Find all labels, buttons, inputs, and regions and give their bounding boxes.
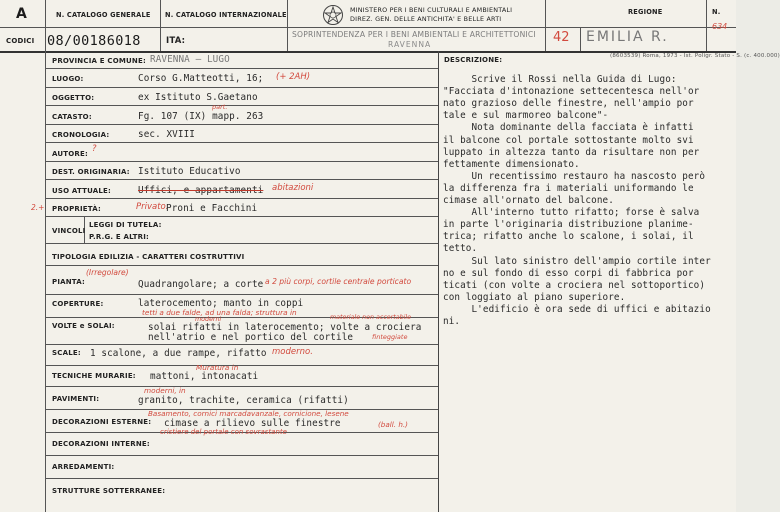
- dest-value: Istituto Educativo: [138, 166, 241, 177]
- ministry-line-2: DIREZ. GEN. DELLE ANTICHITA' E BELLE ARTI: [350, 15, 502, 23]
- description-line: ticati (con volte a crociera nel sottoportico): [443, 279, 706, 291]
- leggi-label: LEGGI DI TUTELA:: [89, 221, 162, 229]
- description-line: Sul lato sinistro dell'ampio cortile inter: [443, 255, 711, 267]
- description-line: con loggiato al piano superiore.: [443, 291, 626, 303]
- pianta-note-1: (Irregolare): [86, 268, 129, 277]
- tecniche-note: Muratura in: [196, 363, 239, 372]
- row-sep-volte: [45, 344, 438, 345]
- row-sep-vincoli: [45, 243, 438, 244]
- autore-note: ?: [92, 144, 97, 154]
- description-line: trica; rifatto anche lo scalone, i solai, il: [443, 231, 694, 243]
- volte-label: VOLTE e SOLAI:: [52, 322, 115, 330]
- oggetto-label: OGGETTO:: [52, 94, 95, 102]
- row-sep-autore: [45, 161, 438, 162]
- pavimenti-label: PAVIMENTI:: [52, 395, 100, 403]
- description-line: luppato in altezza tanto da risultare non per: [443, 146, 700, 158]
- card-letter: A: [16, 6, 27, 22]
- tipologia-label: TIPOLOGIA EDILIZIA - CARATTERI COSTRUTTIVI: [52, 253, 245, 261]
- uso-value: Uffici, e appartamenti: [138, 185, 264, 196]
- dest-label: DEST. ORIGINARIA:: [52, 168, 130, 176]
- luogo-note: (+ 2AH): [276, 72, 311, 82]
- arredamenti-label: ARREDAMENTI:: [52, 463, 115, 471]
- row-sep-tipologia: [45, 265, 438, 266]
- catasto-note: part.: [212, 103, 228, 111]
- description-line: ni.: [443, 316, 461, 327]
- proprieta-label: PROPRIETÀ:: [52, 205, 101, 213]
- row-sep-oggetto: [45, 105, 438, 106]
- print-note: (8603539) Roma, 1973 - Ist. Poligr. Stato - S. (c. 400.000): [610, 53, 780, 59]
- regione-code: 42: [553, 30, 570, 45]
- oggetto-value: ex Istituto S.Gaetano: [138, 92, 258, 103]
- coperture-value: laterocemento; manto in coppi: [138, 298, 304, 309]
- luogo-label: LUOGO:: [52, 75, 84, 83]
- row-sep-luogo: [45, 87, 438, 88]
- soprintendenza-city: RAVENNA: [388, 40, 432, 49]
- header-col-sep-2: [160, 0, 161, 51]
- description-line: nato grazioso delle finestre, nell'ampio por: [443, 98, 694, 110]
- pianta-label: PIANTA:: [52, 278, 85, 286]
- provincia-label: PROVINCIA E COMUNE:: [52, 57, 146, 65]
- description-line: in parte l'originaria distribuzione planime-: [443, 219, 694, 231]
- description-line: il balcone col portale sottostante molto svi: [443, 134, 694, 146]
- ita-label: ITA:: [166, 36, 186, 46]
- row-sep-uso: [45, 198, 438, 199]
- catasto-value: Fg. 107 (IX) mapp. 263: [138, 111, 264, 122]
- cat-generale-value: 08/00186018: [47, 33, 141, 49]
- codici-label: CODICI: [6, 37, 35, 45]
- decor-est-note-3: (ball. h.): [378, 420, 408, 429]
- soprintendenza-text: SOPRINTENDENZA PER I BENI AMBIENTALI E ARCHITETTONICI: [292, 30, 536, 39]
- scale-value: 1 scalone, a due rampe, rifatto: [90, 348, 267, 359]
- row-sep-pianta: [45, 294, 438, 295]
- vincoli-label: VINCOLI: [52, 227, 86, 235]
- numero-label: N.: [712, 8, 721, 16]
- header-col-sep-4: [545, 0, 546, 51]
- uso-label: USO ATTUALE:: [52, 187, 112, 195]
- description-line: no e sul fondo di esso corpi di fabbrica por: [443, 267, 694, 279]
- volte-note-3: finteggiate: [372, 333, 408, 341]
- left-margin-line: [45, 51, 46, 512]
- pavimenti-note: moderni, in: [144, 386, 186, 395]
- header-col-sep-3: [287, 0, 288, 51]
- row-sep-tecniche: [45, 386, 438, 387]
- cronologia-value: sec. XVIII: [138, 129, 195, 140]
- numero-value: 634: [712, 22, 728, 31]
- decor-est-note-1: Basamento, cornici marcadavanzale, cornicione, lesene: [148, 409, 349, 418]
- scale-label: SCALE:: [52, 349, 81, 357]
- volte-note-1: materiale non accertabile: [330, 314, 411, 321]
- side-note: 2.+: [31, 203, 45, 212]
- prg-label: P.R.G. E ALTRI:: [89, 233, 150, 241]
- row-sep-cronologia: [45, 142, 438, 143]
- cronologia-label: CRONOLOGIA:: [52, 131, 110, 139]
- decor-est-value: cimase a rilievo sulle finestre: [164, 418, 341, 429]
- volte-note-2: moderni: [195, 316, 222, 323]
- row-sep-scale: [45, 365, 438, 366]
- republic-emblem-icon: [322, 4, 344, 26]
- decor-est-label: DECORAZIONI ESTERNE:: [52, 418, 152, 426]
- decor-est-note-2: cristiere del portale con sovrastante: [160, 428, 287, 436]
- row-sep-arredamenti: [45, 478, 438, 479]
- proprieta-value: Proni e Facchini: [166, 203, 258, 214]
- description-line: fettamente dimensionato.: [443, 158, 580, 170]
- decor-int-label: DECORAZIONI INTERNE:: [52, 440, 150, 448]
- pavimenti-value: granito, trachite, ceramica (rifatti): [138, 395, 349, 406]
- description-line: "Facciata d'intonazione settecentesca nell'or: [443, 86, 700, 98]
- scale-note: moderno.: [272, 347, 313, 357]
- row-sep-proprieta: [45, 216, 438, 217]
- description-line: Un recentissimo restauro ha nascosto però: [443, 170, 706, 182]
- description-line: Scrive il Rossi nella Guida di Lugo:: [443, 74, 677, 85]
- tecniche-label: TECNICHE MURARIE:: [52, 372, 136, 380]
- description-line: la differenza fra i materiali uniformando le: [443, 182, 694, 194]
- description-line: L'edificio è ora sede di uffici e abitazio: [443, 303, 711, 315]
- regione-value: EMILIA R.: [586, 29, 669, 45]
- pianta-value: Quadrangolare; a corte: [138, 279, 264, 290]
- description-line: tetto.: [443, 243, 478, 255]
- coperture-label: COPERTURE:: [52, 300, 104, 308]
- cat-generale-label: N. CATALOGO GENERALE: [56, 11, 151, 19]
- uso-note: abitazioni: [272, 183, 314, 193]
- volte-value-2: nell'atrio e nel portico del cortile: [148, 332, 354, 343]
- luogo-value: Corso G.Matteotti, 16;: [138, 73, 264, 84]
- coperture-note: tetti a due falde, ad una falda; struttura in: [142, 308, 297, 317]
- header-divider: [0, 27, 736, 28]
- description-line: All'interno tutto rifatto; forse è salva: [443, 207, 700, 219]
- row-sep-decor-int: [45, 455, 438, 456]
- description-line: tale e sul marmoreo balcone"-: [443, 110, 609, 122]
- header-col-sep-5: [580, 27, 581, 51]
- row-sep-provincia: [45, 68, 438, 69]
- catasto-label: CATASTO:: [52, 113, 92, 121]
- tecniche-value: mattoni, intonacati: [150, 371, 259, 382]
- row-sep-dest: [45, 179, 438, 180]
- strutture-label: STRUTTURE SOTTERRANEE:: [52, 487, 166, 495]
- cat-internazionale-label: N. CATALOGO INTERNAZIONALE: [165, 11, 287, 19]
- description-line: cimase all'ornato del balcone.: [443, 195, 614, 206]
- regione-label: REGIONE: [628, 8, 663, 16]
- volte-value-1: solai rifatti in laterocemento; volte a crociera: [148, 322, 422, 333]
- description-line: Nota dominante della facciata è infatti: [443, 122, 694, 134]
- pianta-note-2: a 2 più corpi, cortile centrale porticato: [265, 277, 412, 286]
- row-sep-catasto: [45, 124, 438, 125]
- autore-label: AUTORE:: [52, 150, 88, 158]
- body-center-line: [438, 51, 439, 512]
- provincia-value: RAVENNA — LUGO: [150, 54, 230, 65]
- descrizione-label: DESCRIZIONE:: [444, 56, 503, 64]
- ministry-line-1: MINISTERO PER I BENI CULTURALI E AMBIENTALI: [350, 6, 513, 14]
- header-col-sep-1: [45, 0, 46, 51]
- proprieta-note: Privato:: [136, 202, 169, 212]
- header-col-sep-6: [706, 0, 707, 51]
